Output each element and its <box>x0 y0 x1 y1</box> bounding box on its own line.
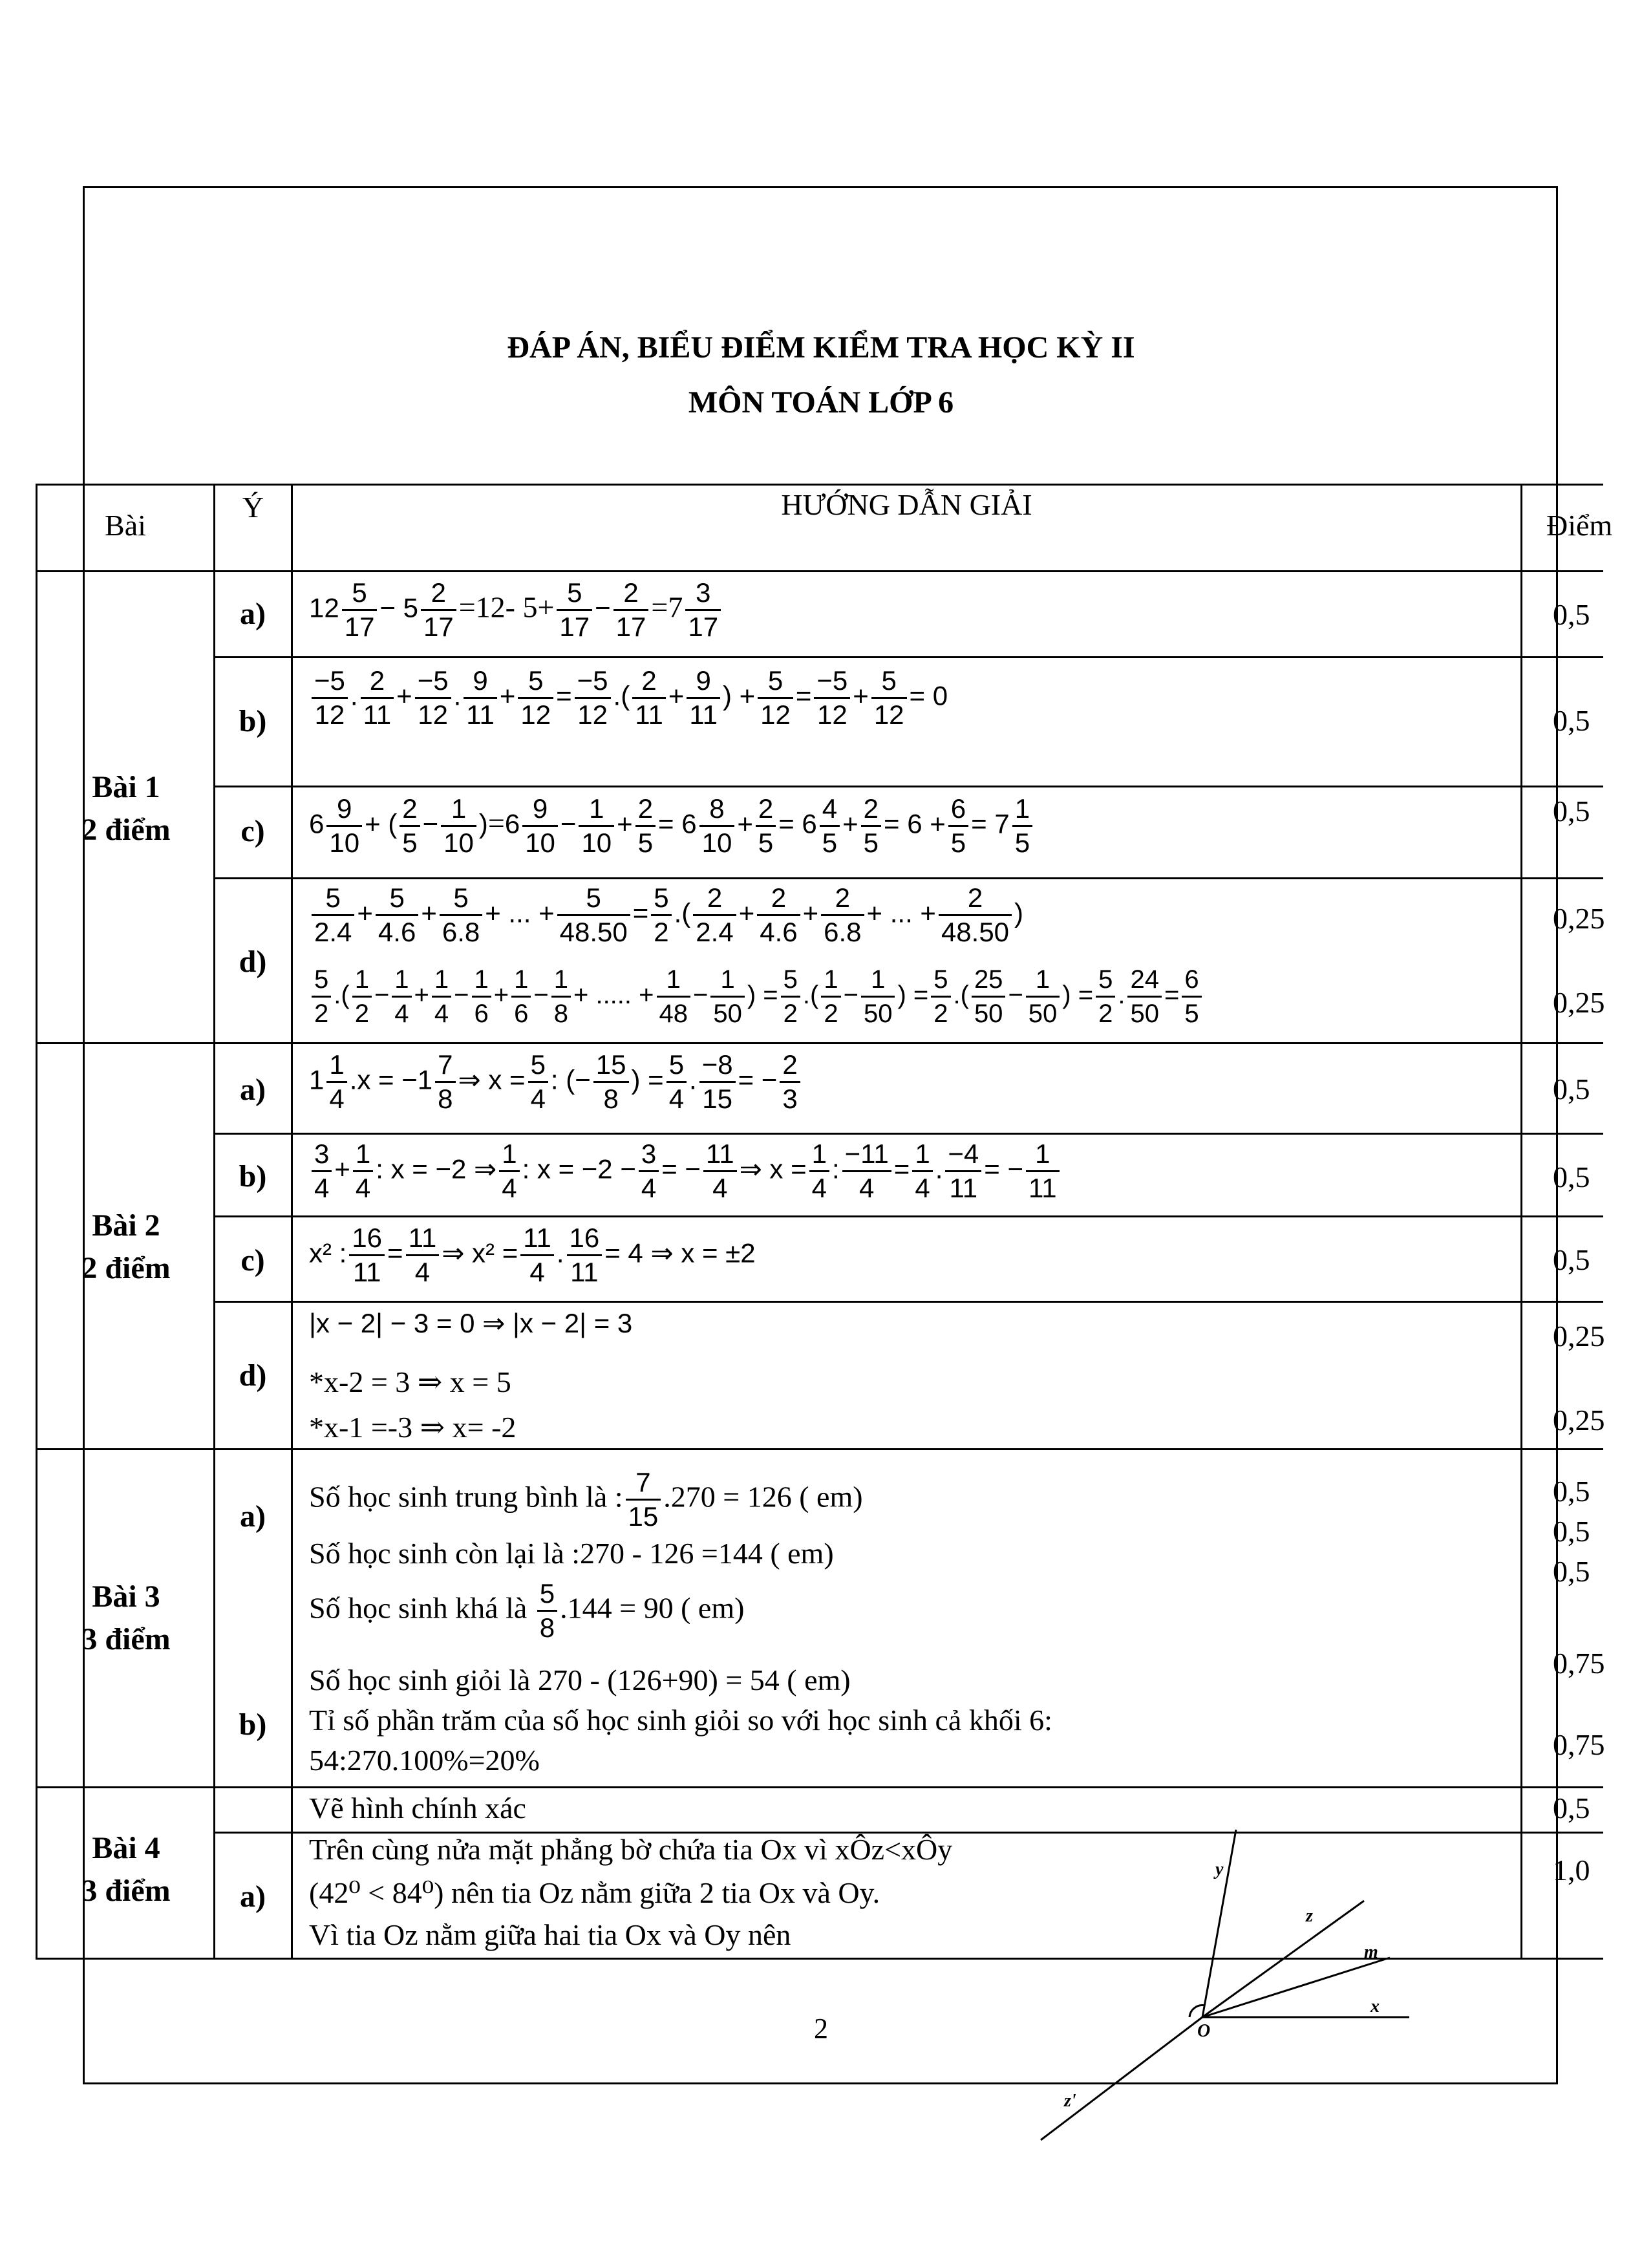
b1d-equation-2: $\frac{5}{2}$ .( $\frac{1}{2}$ − $\frac{1}{4}$ + $\frac{1}{4}$ − $\frac{1}{6}$ + $\frac{1}{6}$ − $\frac{1}{8}$ + ..... + $\frac{1}{48}$ − $\frac{1}{50}$ ) = $\frac{5}{2}$ .( $\frac{1}{2}$ − $\frac{1}{50}$ ) = $\frac{5}{2}$ .( $\frac{25}{50}$ − $\frac{1}{50}$ ) = $\frac{5}{2}$ . $\frac{24}{50}$ = $\frac{6}{5}$ <box>309 963 1204 1030</box>
y-label-b3b: b) <box>239 1707 267 1742</box>
pt-b2d2: 0,25 <box>1553 1404 1605 1437</box>
page-title: ĐÁP ÁN, BIỂU ĐIỂM KIỂM TRA HỌC KỲ II <box>507 330 1135 365</box>
b1a-equation: 12 $\frac{5}{17}$ − 5 $\frac{2}{17}$ =12- 5+ $\frac{5}{17}$ − $\frac{2}{17}$ =7 $\frac{3}{17}$ <box>309 577 723 643</box>
ray-oz <box>1202 1901 1364 2017</box>
pt-b1d2: 0,25 <box>1553 986 1605 1019</box>
geometry-figure <box>1028 1823 1429 2146</box>
y-label-b1a: a) <box>240 597 266 631</box>
bai3-label: Bài 3 3 điểm <box>81 1579 171 1656</box>
pt-b4-1: 0,5 <box>1553 1792 1590 1824</box>
b4-line-1: Trên cùng nửa mặt phẳng bờ chứa tia Ox vì xÔz<xÔy <box>309 1833 953 1866</box>
b2b-equation: $\frac{3}{4}$ + $\frac{1}{4}$ : x = −2 ⇒ $\frac{1}{4}$ : x = −2 − $\frac{3}{4}$ = − $\frac{11}{4}$ ⇒ x = $\frac{1}{4}$ : $\frac{-11}{4}$ = $\frac{1}{4}$ . $\frac{-4}{11}$ = − $\frac{1}{11}$ <box>309 1138 1062 1204</box>
b2d-equation-1: |x − 2| − 3 = 0 ⇒ |x − 2| = 3 <box>309 1308 633 1338</box>
pt-b1a: 0,5 <box>1553 598 1590 631</box>
y-label-b2d: d) <box>239 1358 267 1393</box>
bai1-label: Bài 1 2 điểm <box>81 770 171 847</box>
pt-b4-2: 1,0 <box>1553 1854 1590 1887</box>
pt-b2b: 0,5 <box>1553 1161 1590 1193</box>
label-z-prime: z' <box>1064 2091 1076 2111</box>
header-diem: Điểm <box>1546 509 1613 542</box>
pt-b1d1: 0,25 <box>1553 902 1605 935</box>
ray-oz-prime <box>1041 2017 1202 2140</box>
label-o: O <box>1197 2021 1211 2041</box>
b3-line-2: Số học sinh còn lại là :270 - 126 =144 ( em) <box>309 1537 834 1570</box>
b3-line-1: Số học sinh trung bình là : $\frac{7}{15}$ .270 = 126 ( em) <box>309 1467 863 1532</box>
label-x: x <box>1370 1996 1380 2017</box>
b4-line-2: (42⁰ < 84⁰) nên tia Oz nằm giữa 2 tia Ox và Oy. <box>309 1876 880 1909</box>
ray-om <box>1202 1958 1390 2017</box>
page-subtitle: MÔN TOÁN LỚP 6 <box>688 385 954 420</box>
header-huong-dan: HƯỚNG DẪN GIẢI <box>781 488 1032 521</box>
pt-b3-5: 0,75 <box>1553 1728 1605 1761</box>
bai4-label: Bài 4 3 điểm <box>81 1831 171 1908</box>
pt-b3-3: 0,5 <box>1553 1555 1590 1588</box>
b4-line-0: Vẽ hình chính xác <box>309 1792 526 1824</box>
b3-line-5: Tỉ số phần trăm của số học sinh giỏi so với học sinh cả khối 6: <box>309 1704 1052 1737</box>
b3-line-3: Số học sinh khá là $\frac{5}{8}$ .144 = 90 ( em) <box>309 1578 745 1643</box>
pt-b1b: 0,5 <box>1553 704 1590 737</box>
b4-line-3: Vì tia Oz nằm giữa hai tia Ox và Oy nên <box>309 1918 791 1951</box>
y-label-b2b: b) <box>239 1159 267 1193</box>
pt-b2d1: 0,25 <box>1553 1320 1605 1353</box>
y-label-b1d: d) <box>239 945 267 979</box>
y-label-b1c: c) <box>240 814 265 848</box>
y-label-b2c: c) <box>240 1243 265 1278</box>
pt-b2c: 0,5 <box>1553 1243 1590 1276</box>
b1c-equation: 6 $\frac{9}{10}$ + ( $\frac{2}{5}$ − $\frac{1}{10}$ )=6 $\frac{9}{10}$ − $\frac{1}{10}$ + $\frac{2}{5}$ = 6 $\frac{8}{10}$ + $\frac{2}{5}$ = 6 $\frac{4}{5}$ + $\frac{2}{5}$ = 6 + $\frac{6}{5}$ = 7 $\frac{1}{5}$ <box>309 793 1035 859</box>
b3-line-6: 54:270.100%=20% <box>309 1744 540 1777</box>
b2d-line-3: *x-1 =-3 ⇒ x= -2 <box>309 1411 517 1444</box>
page-frame <box>83 186 1558 2084</box>
b2c-equation: x² : $\frac{16}{11}$ = $\frac{11}{4}$ ⇒ x² = $\frac{11}{4}$ . $\frac{16}{11}$ = 4 ⇒ x = ±2 <box>309 1223 756 1287</box>
header-bai: Bài <box>105 509 146 542</box>
bai2-label: Bài 2 2 điểm <box>81 1208 171 1285</box>
b1d-equation-1: $\frac{5}{2.4}$ + $\frac{5}{4.6}$ + $\frac{5}{6.8}$ + ... + $\frac{5}{48.50}$ = $\frac{5}{2}$ .( $\frac{2}{2.4}$ + $\frac{2}{4.6}$ + $\frac{2}{6.8}$ + ... + $\frac{2}{48.50}$ ) <box>309 882 1023 948</box>
pt-b2a: 0,5 <box>1553 1073 1590 1106</box>
b2d-line-2: *x-2 = 3 ⇒ x = 5 <box>309 1365 511 1398</box>
y-label-b1b: b) <box>239 704 267 738</box>
pt-b1c: 0,5 <box>1553 795 1590 828</box>
y-label-b3a: a) <box>240 1499 266 1534</box>
b3-line-4: Số học sinh giỏi là 270 - (126+90) = 54 ( em) <box>309 1664 851 1696</box>
page-number: 2 <box>814 2013 828 2044</box>
label-m: m <box>1364 1942 1378 1962</box>
label-y: y <box>1215 1859 1224 1879</box>
pt-b3-1: 0,5 <box>1553 1475 1590 1508</box>
label-z: z <box>1306 1906 1313 1926</box>
b2a-equation: 1 $\frac{1}{4}$ .x = −1 $\frac{7}{8}$ ⇒ x = $\frac{5}{4}$ : (− $\frac{15}{8}$ ) = $\frac{5}{4}$ . $\frac{-8}{15}$ = − $\frac{2}{3}$ <box>309 1049 803 1115</box>
y-label-b4a: a) <box>240 1879 266 1914</box>
y-label-b2a: a) <box>240 1073 266 1107</box>
pt-b3-2: 0,5 <box>1553 1515 1590 1548</box>
ray-oy <box>1202 1830 1236 2017</box>
pt-b3-4: 0,75 <box>1553 1647 1605 1680</box>
header-y: Ý <box>242 491 264 524</box>
b1b-equation: $\frac{-5}{12}$ . $\frac{2}{11}$ + $\frac{-5}{12}$ . $\frac{9}{11}$ + $\frac{5}{12}$ = $\frac{-5}{12}$ .( $\frac{2}{11}$ + $\frac{9}{11}$ ) + $\frac{5}{12}$ = $\frac{-5}{12}$ + $\frac{5}{12}$ = 0 <box>309 665 948 731</box>
